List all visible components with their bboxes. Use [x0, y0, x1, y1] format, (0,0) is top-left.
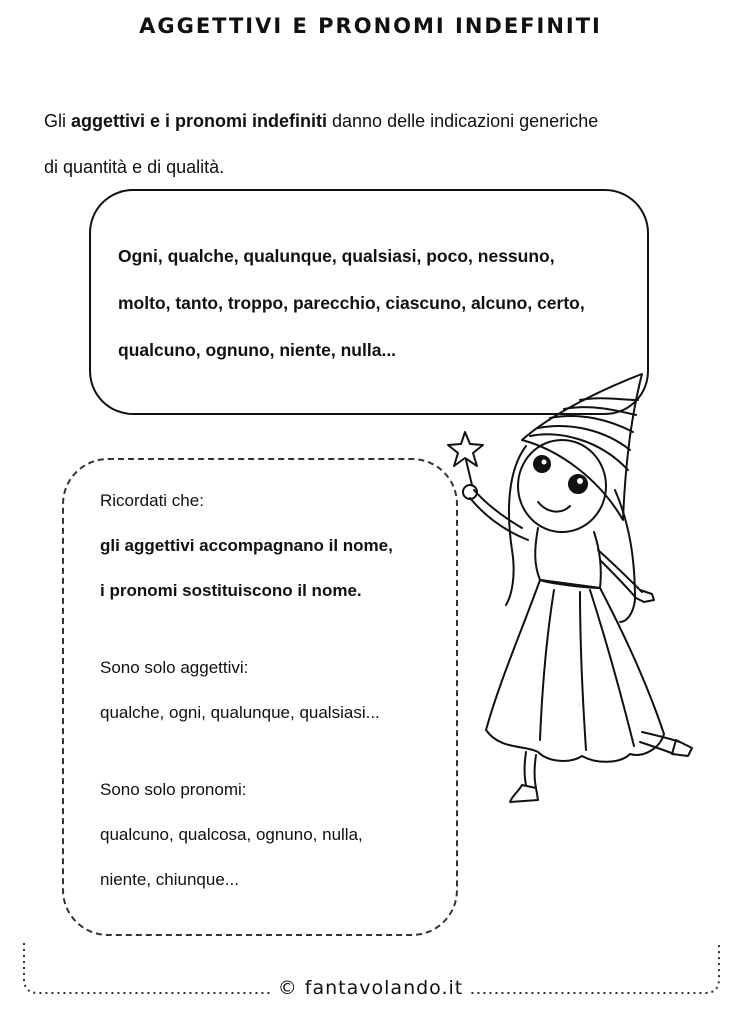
page-title: AGGETTIVI E PRONOMI INDEFINITI — [139, 14, 602, 38]
intro-text-start: Gli — [44, 111, 71, 131]
adjectives-heading: Sono solo aggettivi: — [100, 658, 249, 677]
intro-bold-term: aggettivi e i pronomi indefiniti — [71, 111, 328, 131]
rule-pronouns: i pronomi sostituiscono il nome. — [100, 581, 362, 600]
reminder-heading: Ricordati che: — [100, 491, 204, 510]
pronouns-list-line: qualcuno, qualcosa, ognuno, nulla, — [100, 825, 363, 844]
pronouns-list-line: niente, chiunque... — [100, 870, 239, 889]
reminder-text — [100, 478, 460, 902]
intro-line-1 — [44, 98, 704, 144]
fairy-face — [518, 440, 606, 532]
rule-adjectives: gli aggettivi accompagnano il nome, — [100, 536, 393, 555]
footer-credit — [0, 977, 741, 999]
fairy-illustration — [430, 360, 710, 820]
intro-paragraph — [44, 98, 704, 190]
word-list — [118, 233, 638, 374]
fairy-dress — [486, 580, 664, 762]
word-list-line: qualcuno, ognuno, niente, nulla... — [118, 340, 397, 360]
adjectives-list: qualche, ogni, qualunque, qualsiasi... — [100, 703, 380, 722]
word-list-line: molto, tanto, troppo, parecchio, ciascuno, alcuno, certo, — [118, 293, 585, 313]
star-icon — [448, 432, 483, 485]
pronouns-heading: Sono solo pronomi: — [100, 780, 247, 799]
intro-line-2: di quantità e di qualità. — [44, 157, 225, 177]
word-list-line: Ogni, qualche, qualunque, qualsiasi, poco, nessuno, — [118, 246, 555, 266]
intro-text-end: danno delle indicazioni generiche — [327, 111, 599, 131]
copyright-text: © fantavolando.it — [270, 977, 471, 999]
